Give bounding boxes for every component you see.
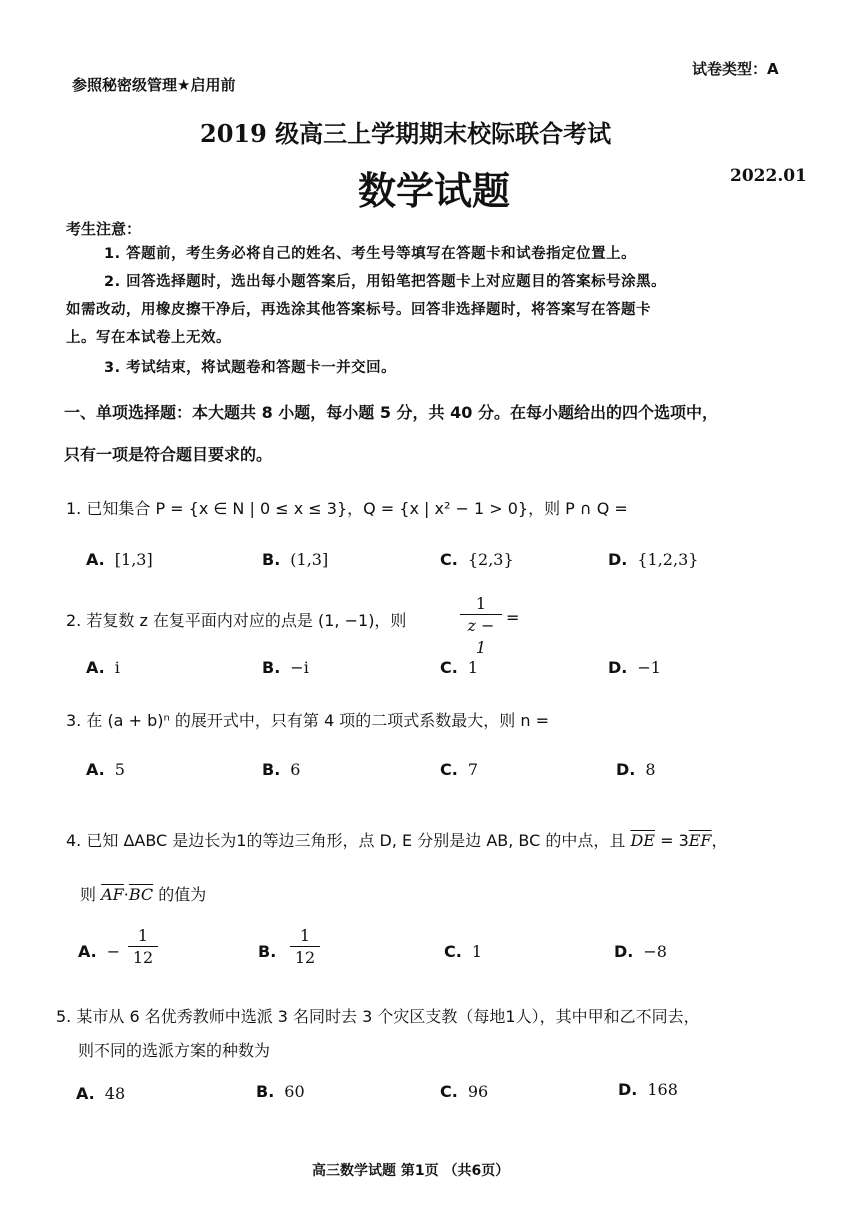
option-value: 1 [467,658,479,677]
option-label: C. [444,942,462,961]
vector-af: $\overline{AF}$ [101,885,124,904]
question-5-option-d [618,1080,678,1099]
question-3-option-b [262,760,300,779]
page-footer: 高三数学试题 第1页 （共6页） [312,1163,510,1179]
fraction-denominator: 12 [294,948,316,967]
option-label: A. [78,942,97,961]
question-4-option-d [614,942,667,961]
paper-type-label: 试卷类型：A [692,60,779,78]
option-value: 96 [467,1082,489,1101]
question-4-option-b-fraction [290,926,320,969]
option-value: i [114,658,120,677]
equals-three: = 3 [654,831,689,850]
vector-de: $\overline{DE}$ [630,831,655,850]
question-4-option-a-label [78,942,120,961]
minus-sign: − [106,942,121,961]
option-label: D. [608,550,628,569]
option-value: 48 [104,1084,126,1103]
option-label: D. [618,1080,638,1099]
option-value: 1 [471,942,483,961]
option-value: −i [290,658,309,677]
option-value: (1,3] [290,550,329,569]
option-value: 8 [645,760,656,779]
option-value: {1,2,3} [637,550,699,569]
notice-heading: 考生注意： [66,220,142,238]
question-5-stem-line-2: 则不同的选派方案的种数为 [78,1041,271,1060]
notice-line-1: 1. 答题前，考生务必将自己的姓名、考生号等填写在答题卡和试卷指定位置上。 [104,246,637,262]
option-label: D. [616,760,636,779]
secret-level-label: 参照秘密级管理★启用前 [72,76,236,94]
section-heading-line-2: 只有一项是符合题目要求的。 [64,445,273,464]
fraction-denominator: 12 [132,948,154,967]
option-label: A. [76,1084,95,1103]
question-2-option-a [86,658,120,677]
question-5-option-a [76,1084,125,1103]
question-2-option-b [262,658,309,677]
vector-bc: $\overline{BC}$ [128,885,154,904]
question-2-stem: 2. 若复数 z 在复平面内对应的点是 (1, −1)，则 [66,611,407,630]
option-label: B. [262,760,281,779]
option-value: −8 [643,942,667,961]
question-3-option-a [86,760,125,779]
option-label: B. [258,942,277,961]
option-value: −1 [637,658,661,677]
option-value: 7 [467,760,479,779]
option-label: B. [262,658,281,677]
question-1-option-c [440,550,514,569]
fraction-denominator: z − 1 [467,616,495,657]
option-value: 168 [647,1080,678,1099]
question-5-option-c [440,1082,488,1101]
fraction-numerator: 1 [290,926,320,947]
question-1-option-d [608,550,698,569]
question-4-stem-line-2 [80,882,206,905]
question-4-stem-line-1 [66,828,728,851]
question-3-stem: 3. 在 (a + b)ⁿ 的展开式中，只有第 4 项的二项式系数最大，则 n = [66,711,549,730]
notice-line-2c: 上。写在本试卷上无效。 [66,330,231,346]
dot-operator: · [123,885,129,904]
fraction-numerator: 1 [128,926,158,947]
question-2-option-c [440,658,478,677]
question-3-option-c [440,760,478,779]
fraction-numerator: 1 [460,594,502,615]
question-2-fraction [460,594,502,659]
option-value: 6 [290,760,301,779]
subject-title: 数学试题 [358,169,511,213]
notice-line-2b: 如需改动，用橡皮擦干净后，再选涂其他答案标号。回答非选择题时，将答案写在答题卡 [66,302,651,318]
option-label: D. [608,658,628,677]
comma: ， [711,831,728,850]
option-label: C. [440,550,458,569]
question-3-option-d [616,760,656,779]
option-label: C. [440,760,458,779]
option-label: C. [440,1082,458,1101]
option-label: C. [440,658,458,677]
option-value: 60 [284,1082,305,1101]
option-value: [1,3] [114,550,153,569]
question-4-stem-text: 4. 已知 ΔABC 是边长为1的等边三角形，点 D, E 分别是边 AB, BC 的中点，且 [66,831,626,850]
section-heading-line-1: 一、单项选择题：本大题共 8 小题，每小题 5 分，共 40 分。在每小题给出的四个选项中， [64,403,718,422]
question-2-equals: = [506,608,520,627]
option-label: A. [86,658,105,677]
question-1-stem: 1. 已知集合 P = {x ∈ N | 0 ≤ x ≤ 3}，Q = {x | x² − 1 > 0}，则 P ∩ Q = [66,499,628,518]
option-label: B. [256,1082,275,1101]
question-4-option-b-label [258,942,286,961]
exam-date: 2022.01 [730,166,807,186]
question-5-option-b [256,1082,305,1101]
question-4-value-text: 的值为 [158,885,207,904]
exam-title: 2019 级高三上学期期末校际联合考试 [200,119,612,148]
option-value: 5 [114,760,125,779]
question-4-option-c [444,942,482,961]
option-value: {2,3} [467,550,514,569]
question-2-option-d [608,658,661,677]
question-4-then: 则 [80,885,97,904]
option-label: A. [86,760,105,779]
notice-line-2a: 2. 回答选择题时，选出每小题答案后，用铅笔把答题卡上对应题目的答案标号涂黑。 [104,274,667,290]
vector-ef: $\overline{EF}$ [688,831,712,850]
option-label: A. [86,550,105,569]
notice-line-3: 3. 考试结束，将试题卷和答题卡一并交回。 [104,360,397,376]
question-1-option-b [262,550,328,569]
option-label: B. [262,550,281,569]
question-4-option-a-fraction [128,926,158,969]
question-1-option-a [86,550,153,569]
option-label: D. [614,942,634,961]
question-5-stem-line-1: 5. 某市从 6 名优秀教师中选派 3 名同时去 3 个灾区支教（每地1人），其中甲和乙不同去， [56,1007,700,1026]
